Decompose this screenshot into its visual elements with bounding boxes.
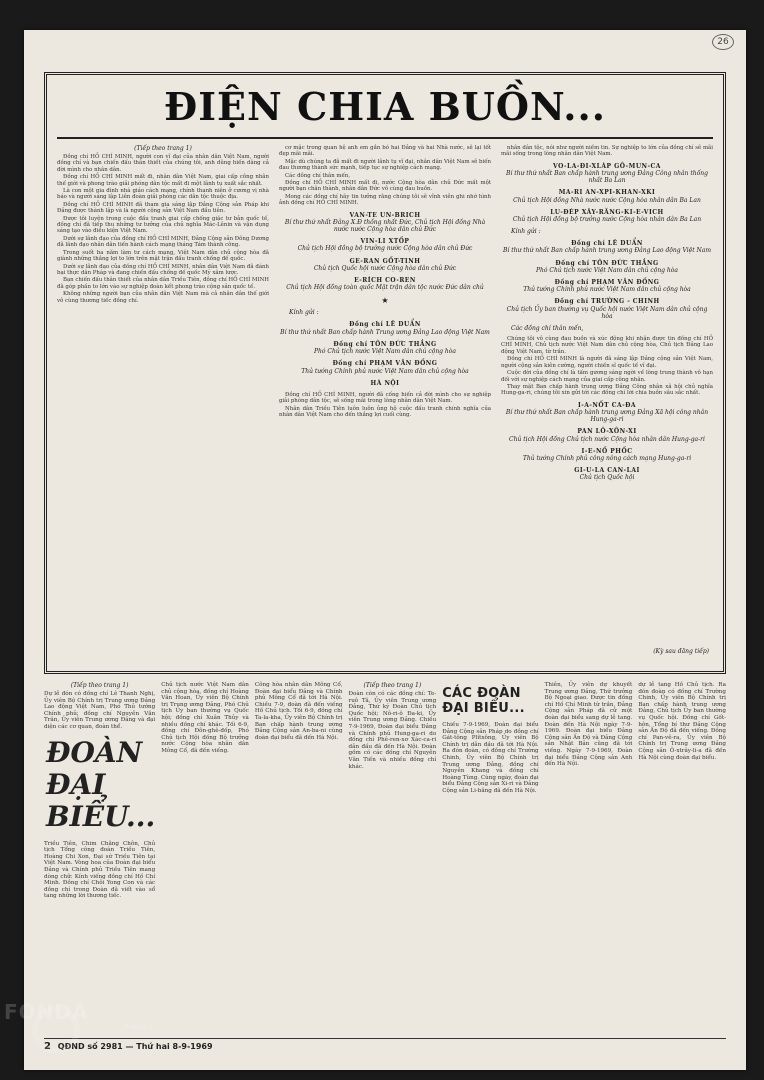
article-text: Dự lễ đón có đồng chí Lê Thanh Nghị, Ủy viên Bộ Chính trị Trung ương Đảng Lao động Việt Nam, Phó Thủ tướng Chính phủ; đồng chí Nguyễn Văn Trân, Ủy viên Trung ương Đảng và đại diện các cơ quan, đoàn thể. [44,691,156,730]
continued-label: (Tiếp theo trang 1) [363,682,422,689]
signatory-name: PAN LÔ-XÔN-XI [577,428,637,436]
signatory-title: Chủ tịch Quốc hội [579,474,635,482]
lower-column-2 [161,682,249,1032]
issue-line: QĐND số 2981 — Thứ hai 8-9-1969 [57,1042,213,1051]
handwritten-page-mark: 26 [712,34,734,50]
signatory-name: GE-RAN GỐT-TINH [349,257,421,265]
signatory-name: E-RÍCH CO-REN [354,277,416,285]
signatory-title: Thủ tướng Chính phủ nước Việt Nam dân chủ cộng hòa [301,367,469,375]
signatory [279,341,491,355]
watermark-text: FONDA [4,1000,89,1024]
signatory [501,163,713,185]
continued-label: (Tiếp theo trang 1) [70,682,129,689]
paragraph: Thay mặt Ban chấp hành trung ương Đảng Công nhân xã hội chủ nghĩa Hung-ga-ri, chúng tôi xin gửi tới các đồng chí lời chia buồn sâu sắc nhất. [501,383,713,397]
signatory [279,321,491,335]
paragraph: Dưới sự lãnh đạo của đồng chí HỒ CHÍ MINH, Đảng Cộng sản Đông Dương đã lãnh đạo nhân dân tiến hành cách mạng tháng Tám thành công. [57,235,269,249]
signatory-title: Chủ tịch Ủy ban thường vụ Quốc hội nước Việt Nam dân chủ cộng hòa [506,305,708,320]
newspaper-page [24,30,746,1070]
signatory [279,238,491,252]
paragraph: Nhân dân Triều Tiên luôn luôn ủng hộ cuộc đấu tranh chính nghĩa của nhân dân Việt Nam cho đến thắng lợi cuối cùng. [279,405,491,419]
paragraph: Cuộc đời của đồng chí là tấm gương sáng ngời về lòng trung thành vô hạn đối với sự nghiệp cách mạng của giai cấp công nhân. [501,370,713,383]
lower-column-5 [442,682,538,1032]
paragraph: cơ mặc trong quan hệ anh em gắn bó hai Đảng và hai Nhà nước, sẽ lại tốt đẹp mãi mãi. [279,145,491,158]
signatory-name: GI-U-LA CAN-LAI [574,467,640,475]
watermark-logo [4,1000,164,1060]
signatory [501,467,713,481]
signatory-title: Bí thư thứ nhất Ban chấp hành trung ương Đảng Công nhân thống nhất Ba Lan [506,170,708,185]
signatory-name: Đồng chí TÔN ĐỨC THẮNG [555,259,659,267]
article-text: Đoàn còn có các đồng chí: Te-ruô Tâ, Ủy viên Trung ương Đảng, Thứ ký Đoàn Chủ tịch Quốc hội; Nô-ri-ô Đa-ki, Ủy viên Trung ương Đảng. Chiều 7-9-1969, Đoàn đại biểu Đảng và Chính phủ Hung-ga-ri do đồng chí Phê-ren-xơ Xác-ca-ri dẫn đầu đã đến Hà Nội. Đoàn gồm có các đồng chí Nguyễn Văn Tiến và nhiều đồng chí khác. [348,691,437,770]
paragraph: Đồng chí HỒ CHÍ MINH, người đã cống hiến cả đời mình cho sự nghiệp giải phóng dân tộc, sẽ sống mãi trong lòng nhân dân Việt Nam. [279,391,491,405]
signatory [501,298,713,320]
lower-section [44,682,726,1032]
page-number: 2 [44,1041,51,1052]
paragraph: Mặc dù chúng ta đã mất đi người lãnh tụ vĩ đại, nhân dân Việt Nam sẽ biến đau thương thành sức mạnh, tiếp tục sự nghiệp cách mạng. [279,158,491,172]
signatory-title: Chủ tịch Hội đồng Chủ tịch nước Cộng hòa nhân dân Hung-ga-ri [509,435,705,443]
city-label: HÀ NỘI [370,379,400,387]
paragraph: Được tôi luyện trong cuộc đấu tranh giai cấp chống giặc tư bản quốc tế, đồng chí đã tiếp thu những tư tưởng của chủ nghĩa Mác-Lênin và vận dụng sáng tạo vào điều kiện Việt Nam. [57,215,269,235]
paragraph: Bạn chiến đấu thân thiết của nhân dân Triều Tiên, đồng chí HỒ CHÍ MINH đã góp phần to lớn vào sự nghiệp đoàn kết phong trào cộng sản quốc tế. [57,277,269,290]
condolence-column-1 [57,145,269,655]
lower-column-7 [638,682,726,1032]
article-text: Thiên, Ủy viên dự khuyết Trung ương Đảng, Thứ trưởng Bộ Ngoại giao. Được tin đồng chí Hồ Chí Minh từ trần, Đảng Cộng sản Pháp đã cử một đoàn đại biểu sang dự lễ tang. Đoàn đến Hà Nội ngày 7-9-1969. Đoàn đại biểu Đảng Cộng sản Ấn Độ và Đảng Cộng sản Nhật Bản cũng đã tới viếng. Ngày 7-9-1969, Đoàn đại biểu Đảng Cộng sản Anh đến Hà Nội. [544,682,633,768]
signatory-name: Đồng chí PHẠM VĂN ĐỒNG [332,360,438,368]
paragraph: Mong các đồng chí hãy tin tưởng rằng chúng tôi sẽ vĩnh viễn ghi nhớ hình ảnh đồng chí HỒ CHÍ MINH. [279,193,491,207]
signatory-title: Chủ tịch Hội đồng Nhà nước nước Cộng hòa nhân dân Ba Lan [513,196,701,204]
watermark-ring-icon [32,1006,80,1054]
condolence-column-2 [279,145,491,655]
signatory [501,260,713,274]
signatory-name: Đồng chí LÊ DUẨN [571,240,643,248]
signatory [279,258,491,272]
signatory-title: Bí thư thứ nhất Ban chấp hành Trung ương Đảng Lao động Việt Nam [280,328,490,336]
headline-divider [57,137,713,139]
article-text: dự lễ tang Hồ Chủ tịch. Ra đón đoàn có đồng chí Trường Chinh, Ủy viên Bộ Chính trị Ban chấp hành trung ương Đảng, Chủ tịch Ủy ban thường vụ Quốc hội. Đồng chí Gốt-hôn, Tổng bí thư Đảng Cộng sản Ấn Độ đã đến viếng. Đồng chí Pan-vê-ra, Ủy viên Bộ Chính trị Trung ương Đảng Cộng sản Ô-xtrây-li-a đã đến Hà Nội cùng đoàn đại biểu. [638,682,726,761]
signatory-title: Chủ tịch Quốc hội nước Cộng hòa dân chủ Đức [313,264,457,272]
lower-column-3 [255,682,343,1032]
paragraph: Dưới sự lãnh đạo của đồng chí HỒ CHÍ MINH, nhân dân Việt Nam đã đánh bại thực dân Pháp và đang chiến đấu chống đế quốc Mỹ xâm lược. [57,263,269,276]
lower-column-1 [44,682,155,1032]
paragraph: Đồng chí HỒ CHÍ MINH mất đi, nhân dân Việt Nam, giai cấp công nhân thế giới và phong trào giải phóng dân tộc mất đi một lãnh tụ xuất sắc nhất. [57,174,269,187]
signatory-title: Chủ tịch Hội đồng bộ trưởng nước Cộng hòa dân chủ Đức [297,245,473,253]
signatory-name: MA-RI AN-XPI-KHAN-XKI [558,189,656,197]
signatory-name: VIN-LI XTỐP [360,238,410,246]
signatory-title: Phó Chủ tịch nước Việt Nam dân chủ cộng hòa [536,266,678,274]
paragraph: Các đồng chí thân mến, [285,172,351,179]
paragraph: nhân dân tộc, nói như người niềm tin. Sự nghiệp to lớn của đồng chí sẽ mãi mãi sống trong lòng nhân dân Việt Nam. [501,145,713,158]
signatory-title: Thủ tướng Chính phủ công nông cách mạng Hung-ga-ri [522,454,692,462]
watermark-subtext: onlus [124,1022,154,1031]
greeting: Các đồng chí thân mến, [511,325,584,333]
article-text [501,145,713,158]
article-text [57,154,269,304]
signatory-name: I-A-NỐT CA-ĐA [577,401,637,409]
condolence-column-3 [501,145,713,655]
signatory [501,189,713,203]
signatory-title: Bí thư thứ nhất Đảng X.Đ thống nhất Đức, Chủ tịch Hội đồng Nhà nước nước Cộng hòa dân chủ Đức [284,218,486,234]
paragraph: Trong suốt ba năm làm tư cách mạng, Việt Nam dân chủ cộng hòa đã giành những thắng lợi to lớn trên mặt trận đấu tranh chống đế quốc. [57,249,269,263]
signatory [501,279,713,293]
article-headline: ĐOÀN ĐẠI BIỂU... [46,735,156,833]
lower-column-4 [349,682,437,1032]
signatory [501,448,713,462]
signatory [501,402,713,424]
article-text [279,392,491,419]
headline: ĐIỆN CHIA BUỒN... [164,84,606,129]
signatory-name: I-E-NỐ PHỐC [581,447,633,455]
article-text: Công hòa nhân dân Mông Cổ, Đoàn đại biểu Đảng và Chính phủ Mông Cổ đã tới Hà Nội. Chiều 7-9, đoàn đã đến viếng Hồ Chủ tịch. Tối 6-9, đồng chí Ta-la-kha, Ủy viên Bộ Chính trị Ban chấp hành trung ương Đảng Cộng sản An-ba-ni cùng đoàn đại biểu đã đến Hà Nội. [254,682,343,741]
article-text: Triều Tiên, Chim Chăng Chôn, Chủ tịch Tổng công đoàn Triều Tiên, Hoàng Chi Xon, Đại sứ Triều Tiên tại Việt Nam. Vòng hoa của Đoàn đại biểu Đảng và Chính phủ Triều Tiên mang dòng chữ: Kính viếng đồng chí Hồ Chí Minh. Đồng chí Chôi Yong Con và các đồng chí trong Đoàn đã viết vào sổ tang những lời thương tiếc. [44,840,156,900]
signatory-name: LU-ĐÉP XÂY-RĂNG-KI-E-VICH [550,208,664,216]
paragraph: Đồng chí HỒ CHÍ MINH là người đã sáng lập Đảng cộng sản Việt Nam, người cộng sản kiên cường, người chiến sĩ quốc tế vĩ đại. [501,356,713,369]
signatory [279,360,491,374]
signatory-name: VAN-TE UN-BRICH [349,211,421,219]
recipient-label: Kính gửi : [511,228,541,236]
signatory-title: Phó Chủ tịch nước Việt Nam dân chủ cộng hòa [314,348,456,356]
signatory [279,277,491,291]
article-text: Chiều 7-9-1969, Đoàn đại biểu Đảng Cộng sản Pháp do đồng chí Gát-tông Plítxông, Ủy viên Bộ Chính trị dẫn đầu đã tới Hà Nội. Ra đón đoàn, có đồng chí Trường Chinh, Ủy viên Bộ Chính trị Trung ương Đảng, đồng chí Nguyễn Khang và đồng chí Hoàng Tùng. Cùng ngày, đoàn đại biểu Đảng Cộng sản Xi-ri và Đảng Cộng sản Li-băng đã đến Hà Nội. [442,722,539,794]
recipient-label: Kính gửi : [289,309,319,317]
signatory [279,212,491,234]
paragraph: Đồng chí HỒ CHÍ MINH đã tham gia sáng lập Đảng Cộng sản Pháp khi Đảng được thành lập và là người cộng sản Việt Nam đầu tiên. [57,201,269,215]
signatory-title: Chủ tịch Hội đồng bộ trưởng nước Cộng hòa nhân dân Ba Lan [512,216,702,224]
signatory-name: Đồng chí PHẠM VĂN ĐỒNG [554,279,660,287]
signatory [501,209,713,223]
to-be-continued: (Kỳ sau đăng tiếp) [653,648,709,655]
article-text: Chủ tịch nước Việt Nam dân chủ cộng hòa, đồng chí Hoàng Văn Hoan, Ủy viên Bộ Chính trị Trung ương Đảng, Phó Chủ tịch Ủy ban thường vụ Quốc hội; đồng chí Xuân Thủy và nhiều đồng chí khác. Tối 6-9, đồng chí Đôn-ghê-đốp, Phó Chủ tịch Hội đồng Bộ trưởng nước Cộng hòa nhân dân Mông Cổ, đã đến viếng. [161,682,249,754]
signatory-name: Đồng chí TRƯỜNG - CHINH [554,298,660,306]
signatory [501,428,713,442]
lower-column-6 [545,682,633,1032]
signatory [501,240,713,254]
article-text [501,336,713,397]
paragraph: Là con một gia đình nhà giáo cách mạng, chính thanh niên ở cương vị nhà báo và người sáng lập Liên đoàn giải phóng các dân tộc thuộc địa. [57,188,269,201]
paragraph: Đồng chí HỒ CHÍ MINH, người con vĩ đại của nhân dân Việt Nam, người đồng chí và bạn chiến đấu thân thiết của chúng tôi, anh dũng hiến dâng cả đời mình cho nhân dân. [57,154,269,173]
signatory-title: Thủ tướng Chính phủ nước Việt Nam dân chủ cộng hòa [523,286,691,294]
signatory-title: Bí thư thứ nhất Ban chấp hành trung ương Đảng Lao động Việt Nam [502,247,712,255]
paragraph: Đồng chí HỒ CHÍ MINH mất đi, nước Cộng hòa dân chủ Đức mất một người bạn chân thành, nhân dân Đức vô cùng đau buồn. [279,180,491,193]
condolence-section [44,72,726,674]
signatory-title: Bí thư thứ nhất Ban chấp hành trung ương Đảng Xã hội công nhân Hung-ga-ri [505,408,709,424]
signatory-name: Đồng chí LÊ DUẨN [349,321,421,329]
signatory-name: Đồng chí TÔN ĐỨC THẮNG [333,340,437,348]
signatory-title: Chủ tịch Hội đồng toàn quốc Mặt trận dân tộc nước Đức dân chủ [286,284,484,292]
paragraph: Chúng tôi vô cùng đau buồn và xúc động khi nhận được tin đồng chí HỒ CHÍ MINH, Chủ tịch nước Việt Nam dân chủ cộng hòa, Chủ tịch Đảng Lao động Việt Nam, từ trần. [501,336,713,355]
continued-label: (Tiếp theo trang 1) [134,145,192,152]
star-separator: ★ [381,296,389,306]
paragraph: Không những người bạn của nhân dân Việt Nam mà cả nhân dân thế giới vô cùng thương tiếc đồng chí. [57,291,269,304]
signatory-name: VO-LA-ĐI-XLÁP GÔ-MUN-CA [553,162,661,170]
article-headline: CÁC ĐOÀN ĐẠI BIỂU... [442,686,525,716]
article-text [279,145,491,207]
